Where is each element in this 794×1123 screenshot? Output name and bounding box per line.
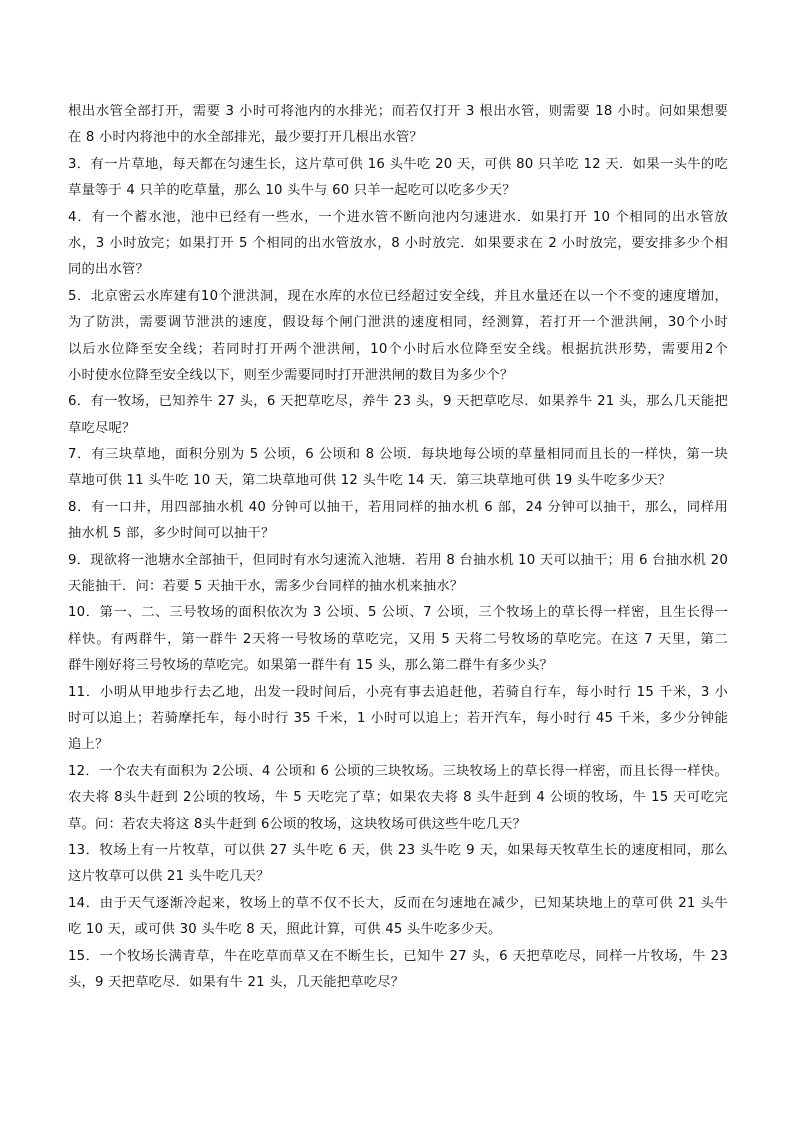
text-line-24: 时可以追上；若骑摩托车，每小时行 35 千米，1 小时可以追上；若开汽车，每小时行 45 千米，多少分钟能 — [68, 710, 728, 726]
text-line-3: 3．有一片草地，每天都在匀速生长，这片草可供 16 头牛吃 20 天，可供 80 只羊吃 12 天．如果一头牛的吃 — [68, 156, 728, 172]
text-line-2: 在 8 小时内将池中的水全部排光，最少要打开几根出水管？ — [68, 130, 423, 146]
text-line-18: 9．现欲将一池塘水全部抽干，但同时有水匀速流入池塘．若用 8 台抽水机 10 天可以抽干；用 6 台抽水机 20 — [68, 552, 728, 568]
text-line-22: 群牛刚好将三号牧场的草吃完。如果第一群牛有 15 头，那么第二群牛有多少头？ — [68, 658, 554, 674]
text-line-29: 13．牧场上有一片牧草，可以供 27 头牛吃 6 天，供 23 头牛吃 9 天，如果每天牧草生长的速度相同，那么 — [68, 842, 728, 858]
text-line-33: 15．一个牧场长满青草，牛在吃草而草又在不断生长，已知牛 27 头，6 天把草吃尽，同样一片牧场，牛 23 — [68, 948, 728, 964]
text-line-1: 根出水管全部打开，需要 3 小时可将池内的水排光；而若仅打开 3 根出水管，则需要 18 小时。问如果想要 — [68, 104, 728, 119]
text-line-31: 14．由于天气逐渐冷起来，牧场上的草不仅不长大，反而在匀速地在减少，已知某块地上的草可供 21 头牛 — [68, 895, 728, 911]
text-line-7: 同的出水管？ — [68, 262, 149, 278]
text-line-20: 10．第一、二、三号牧场的面积依次为 3 公顷、5 公顷、7 公顷，三个牧场上的草长得一样密，且生长得一 — [68, 605, 728, 621]
text-line-4: 草量等于 4 只羊的吃草量，那么 10 头牛与 60 只羊一起吃可以吃多少天？ — [68, 183, 516, 199]
text-line-5: 4．有一个蓄水池，池中已经有一些水，一个进水管不断向池内匀速进水．如果打开 10 个相同的出水管放 — [68, 209, 728, 225]
text-line-26: 12．一个农夫有面积为 2公顷、4 公顷和 6 公顷的三块牧场。三块牧场上的草长得一样密，而且长得一样快。 — [68, 763, 728, 779]
text-line-9: 为了防洪，需要调节泄洪的速度，假设每个闸门泄洪的速度相同，经测算，若打开一个泄洪闸，30个小时 — [68, 315, 728, 331]
text-line-28: 草。问：若农夫将这 8头牛赶到 6公顷的牧场，这块牧场可供这些牛吃几天？ — [68, 816, 527, 832]
text-line-27: 农夫将 8头牛赶到 2公顷的牧场，牛 5 天吃完了草；如果农夫将 8 头牛赶到 4 公顷的牧场，牛 15 天可吃完 — [68, 790, 728, 806]
text-line-8: 5．北京密云水库建有10个泄洪洞，现在水库的水位已经超过安全线，并且水量还在以一个不变的速度增加， — [68, 288, 728, 304]
text-line-13: 草吃尽呢？ — [68, 420, 136, 436]
text-line-12: 6．有一牧场，已知养牛 27 头，6 天把草吃尽，养牛 23 头，9 天把草吃尽．如果养牛 21 头，那么几天能把 — [68, 394, 728, 410]
text-line-32: 吃 10 天，或可供 30 头牛吃 8 天，照此计算，可供 45 头牛吃多少天。 — [68, 922, 502, 938]
text-line-17: 抽水机 5 部，多少时间可以抽干？ — [68, 526, 275, 542]
document-body — [68, 99, 728, 996]
text-line-34: 头，9 天把草吃尽．如果有牛 21 头，几天能把草吃尽？ — [68, 974, 405, 990]
text-line-6: 水，3 小时放完；如果打开 5 个相同的出水管放水，8 小时放完．如果要求在 2 小时放完，要安排多少个相 — [68, 235, 728, 251]
text-line-10: 以后水位降至安全线；若同时打开两个泄洪闸，10个小时后水位降至安全线。根据抗洪形势，需要用2个 — [68, 341, 728, 357]
text-line-21: 样快。有两群牛，第一群牛 2天将一号牧场的草吃完，又用 5 天将二号牧场的草吃完。在这 7 天里，第二 — [68, 631, 728, 647]
text-line-16: 8．有一口井，用四部抽水机 40 分钟可以抽干，若用同样的抽水机 6 部，24 分钟可以抽干，那么，同样用 — [68, 499, 728, 515]
text-line-23: 11．小明从甲地步行去乙地，出发一段时间后，小亮有事去追赶他，若骑自行车，每小时行 15 千米，3 小 — [68, 684, 728, 700]
text-line-11: 小时使水位降至安全线以下，则至少需要同时打开泄洪闸的数目为多少个？ — [68, 367, 514, 383]
text-line-14: 7．有三块草地，面积分别为 5 公顷，6 公顷和 8 公顷．每块地每公顷的草量相同而且长的一样快，第一块 — [68, 447, 728, 463]
text-line-19: 天能抽干．问：若要 5 天抽干水，需多少台同样的抽水机来抽水？ — [68, 579, 464, 595]
text-line-25: 追上？ — [68, 737, 109, 753]
text-line-15: 草地可供 11 头牛吃 10 天，第二块草地可供 12 头牛吃 14 天．第三块草地可供 19 头牛吃多少天？ — [68, 473, 672, 489]
text-line-30: 这片牧草可以供 21 头牛吃几天？ — [68, 869, 270, 885]
